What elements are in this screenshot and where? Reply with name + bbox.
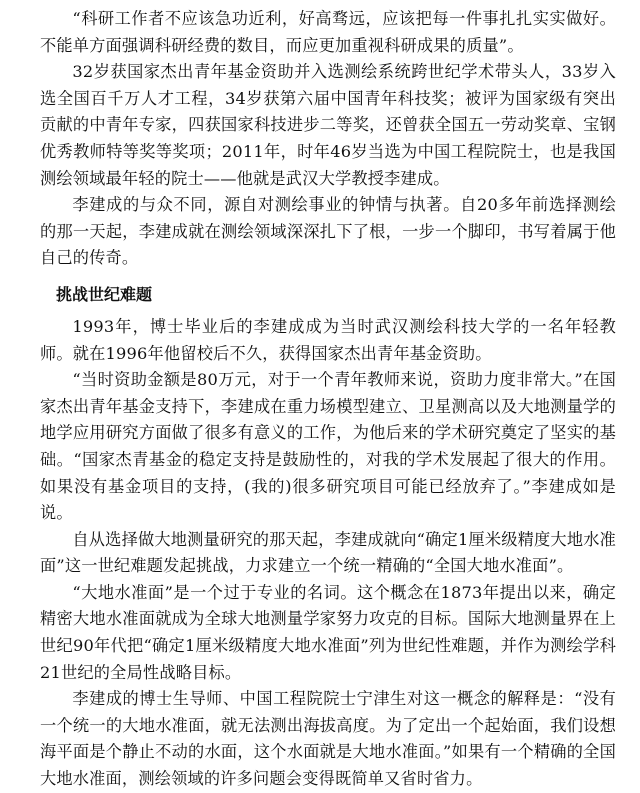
paragraph-1993: 1993年，博士毕业后的李建成成为当时武汉测绘科技大学的一名年轻教师。就在1996年他留校后不久，获得国家杰出青年基金资助。	[40, 316, 616, 363]
paragraph-advisor-explanation: 李建成的博士生导师、中国工程院院士宁津生对这一概念的解释是：“没有一个统一的大地水准面，就无法测出海拔高度。为了定出一个起始面，我们设想海平面是个静止不动的水面，这个水面就是大地水准面。”如果有一个精确的全国大地水准面，测绘领域的许多问题会变得既简单又省时省力。	[40, 689, 616, 789]
paragraph-geoid-concept: “大地水准面”是一个过于专业的名词。这个概念在1873年提出以来，确定精密大地水准面就成为全球大地测量学家努力攻克的目标。国际大地测量界在上世纪90年代把“确定1厘米级精度大地水准面”列为世纪性难题，并作为测绘学科21世纪的全局性战略目标。	[40, 582, 616, 682]
section-heading: 挑战世纪难题	[56, 284, 153, 304]
paragraph-achievements: 32岁获国家杰出青年基金资助并入选测绘系统跨世纪学术带头人，33岁入选全国百千万人才工程，34岁获第六届中国青年科技奖；被评为国家级有突出贡献的中青年专家，四获国家科技进步二等奖，还曾获全国五一劳动奖章、宝钢优秀教师特等奖等奖项；2011年，时年46岁当选为中国工程院院士，也是我国测绘领域最年轻的院士——他就是武汉大学教授李建成。	[40, 62, 616, 188]
article-page	[40, 6, 616, 793]
paragraph-quote-research: “科研工作者不应该急功近利，好高骛远，应该把每一件事扎扎实实做好。不能单方面强调科研经费的数目，而应更加重视科研成果的质量”。	[40, 9, 616, 55]
paragraph-challenge: 自从选择做大地测量研究的那天起，李建成就向“确定1厘米级精度大地水准面”这一世纪难题发起挑战，力求建立一个统一精确的“全国大地水准面”。	[40, 529, 616, 576]
paragraph-funding-quote: “当时资助金额是80万元，对于一个青年教师来说，资助力度非常大。”在国家杰出青年基金支持下，李建成在重力场模型建立、卫星测高以及大地测量学的地学应用研究方面做了很多有意义的工作，为他后来的学术研究奠定了坚实的基础。“国家杰青基金的稳定支持是鼓励性的，对我的学术发展起了很大的作用。如果没有基金项目的支持，(我的)很多研究项目可能已经放弃了。”李建成如是说。	[40, 370, 616, 523]
paragraph-passion: 李建成的与众不同，源自对测绘事业的钟情与执著。自20多年前选择测绘的那一天起，李建成就在测绘领域深深扎下了根，一步一个脚印，书写着属于他自己的传奇。	[40, 195, 616, 268]
